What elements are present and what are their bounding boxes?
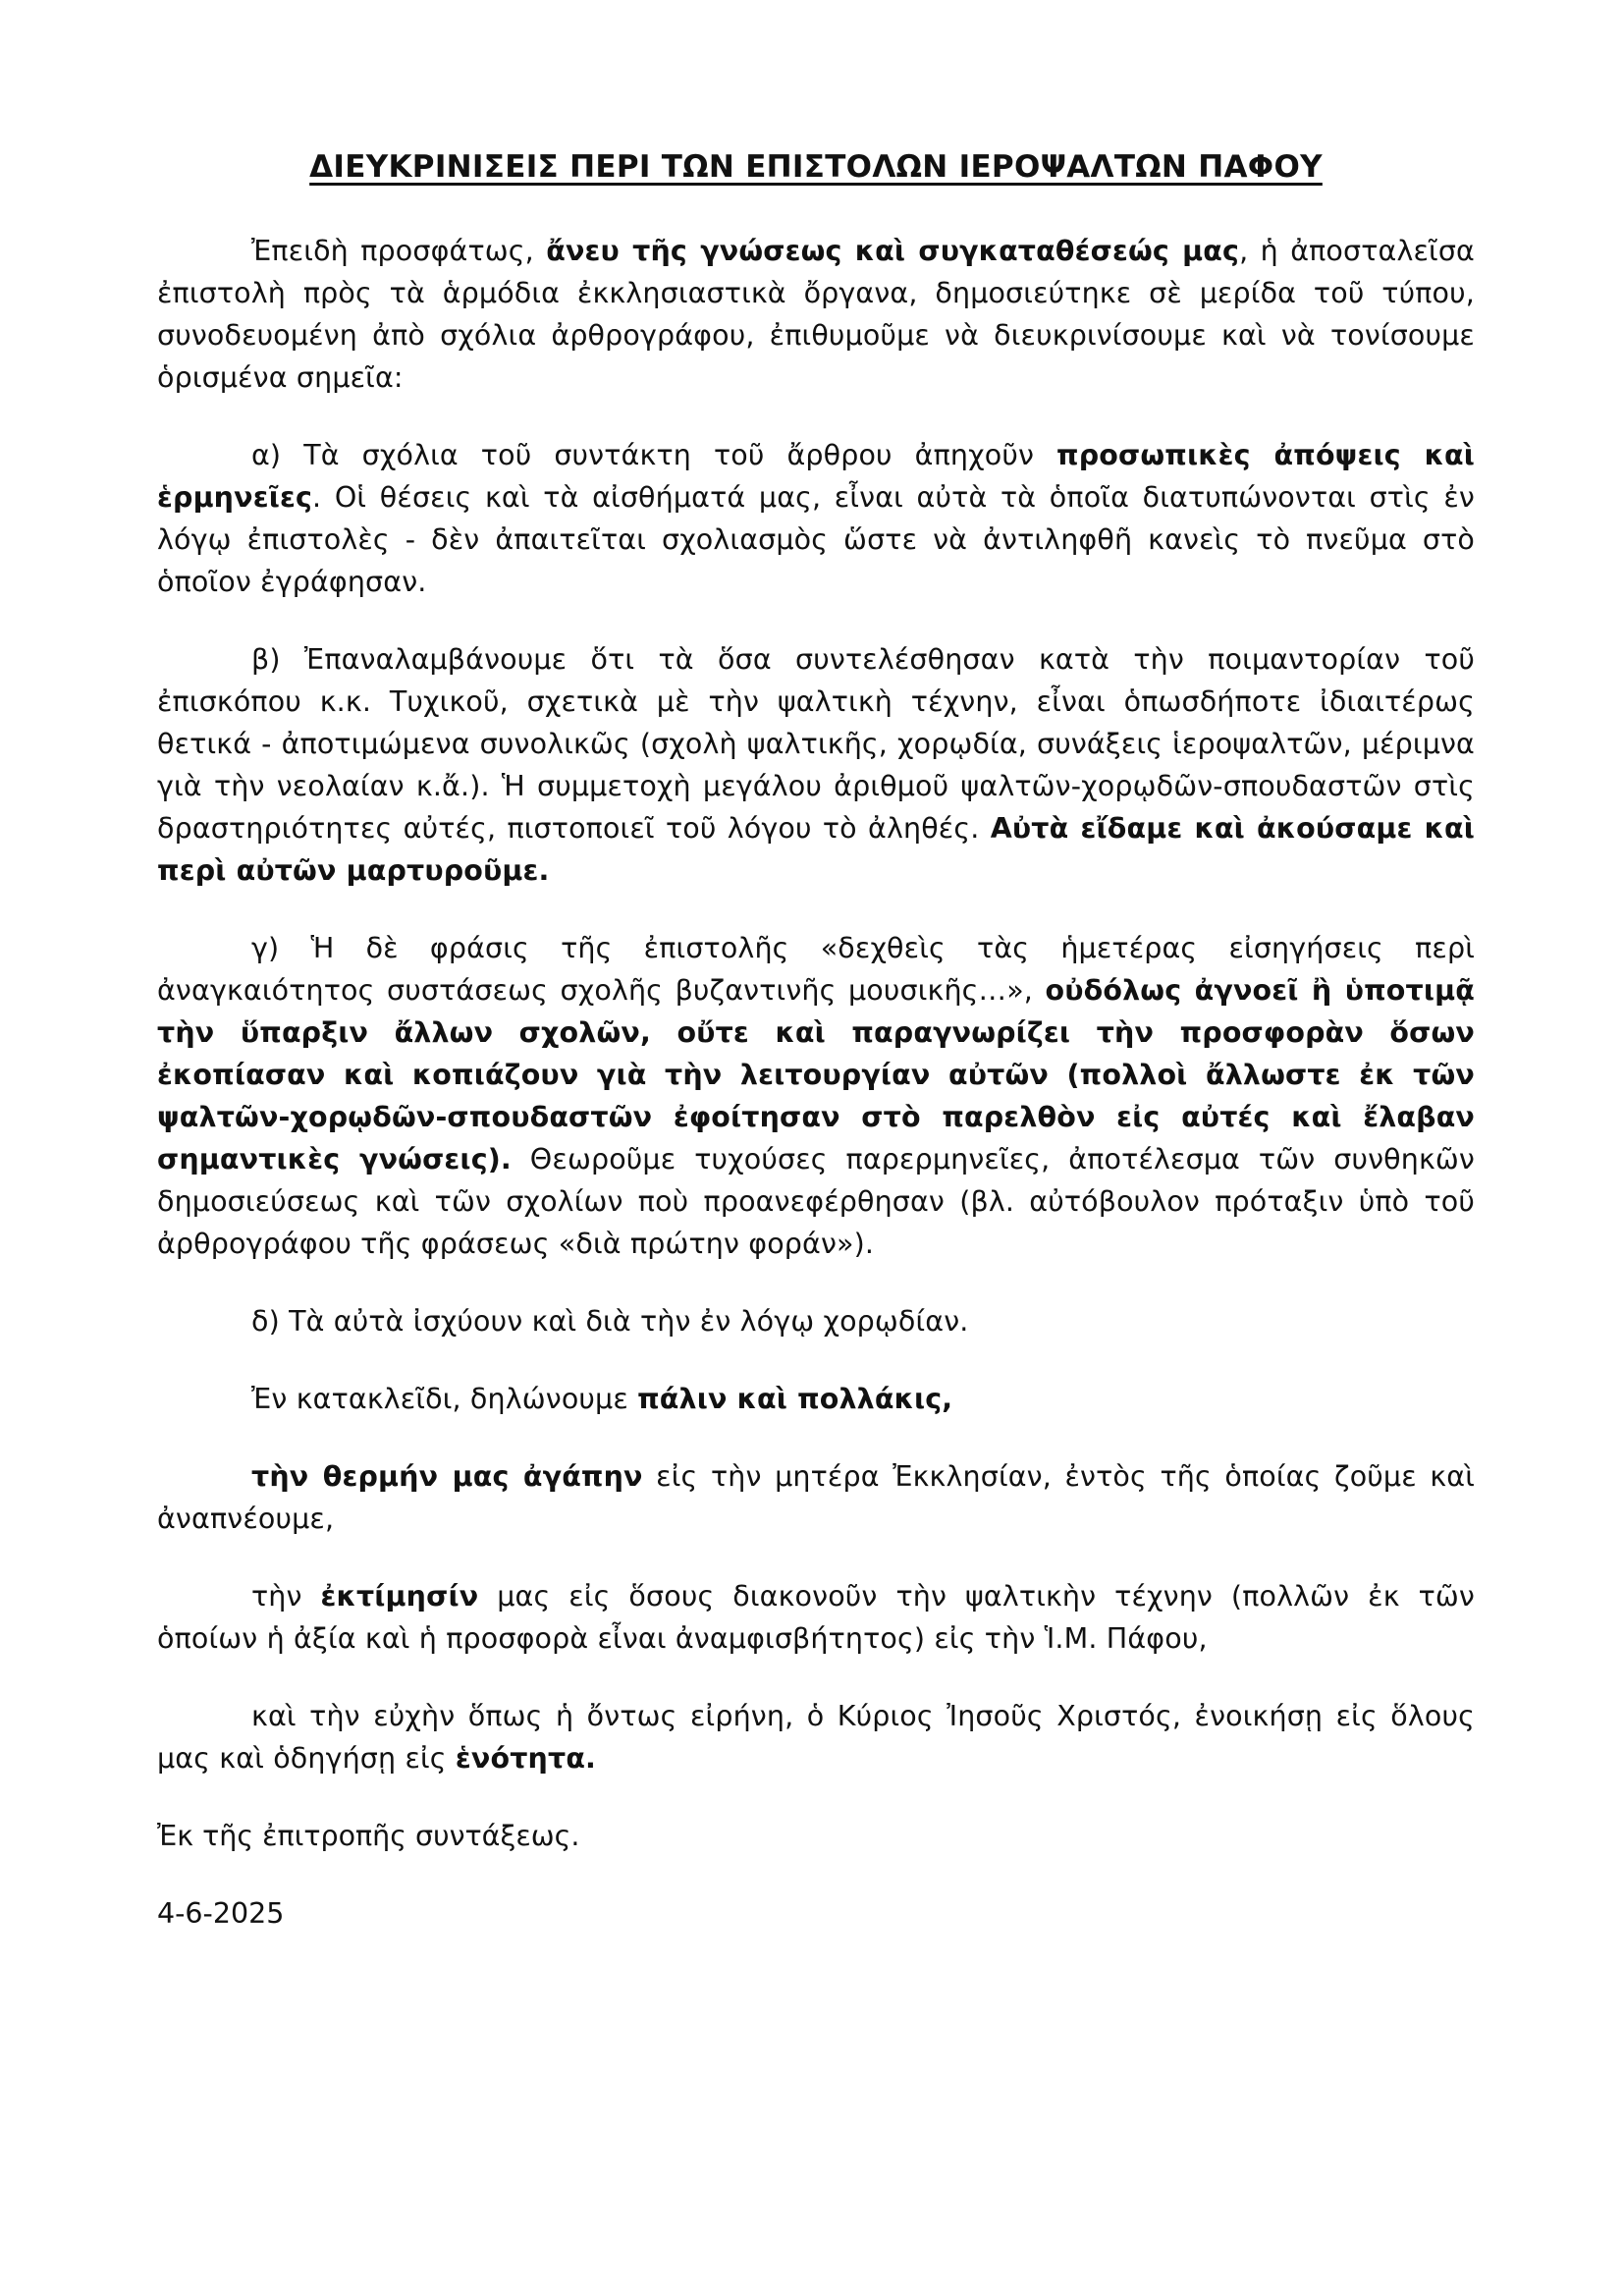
point-c-text-1: γ) Ἡ δὲ φράσις τῆς ἐπιστολῆς «δεχθεὶς τὰς ἡμετέρας εἰσηγήσεις περὶ ἀναγκαιότητος συστάσεως σχολῆς βυζαντινῆς μουσικῆς…», [157, 932, 1475, 1007]
conclusion-text: Ἐν κατακλεῖδι, δηλώνουμε [251, 1383, 638, 1415]
point-a-bold: προσωπικὲς ἀπόψεις καὶ ἑρμηνεῖες [157, 439, 1475, 514]
point-b-bold: Αὐτὰ εἴδαμε καὶ ἀκούσαμε καὶ περὶ αὐτῶν μαρτυροῦμε. [157, 812, 1475, 887]
esteem-text-2: μας εἰς ὅσους διακονοῦν τὴν ψαλτικὴν τέχνην (πολλῶν ἐκ τῶν ὁποίων ἡ ἀξία καὶ ἡ προσφορὰ εἶναι ἀναμφισβήτητος) εἰς τὴν Ἱ.Μ. Πάφου, [157, 1580, 1475, 1655]
signoff-line: Ἐκ τῆς ἐπιτροπῆς συντάξεως. [157, 1820, 580, 1852]
point-a-text-1: α) Τὰ σχόλια τοῦ συντάκτη τοῦ ἄρθρου ἀπηχοῦν [251, 439, 1057, 471]
point-b-paragraph [157, 638, 1475, 892]
point-b-text: β) Ἐπαναλαμβάνουμε ὅτι τὰ ὅσα συντελέσθησαν κατὰ τὴν ποιμαντορίαν τοῦ ἐπισκόπου κ.κ. Τυχικοῦ, σχετικὰ μὲ τὴν ψαλτικὴ τέχνην, εἶναι ὁπωσδήποτε ἰδιαιτέρως θετικά - ἀποτιμώμενα συνολικῶς (σχολὴ ψαλτικῆς, χορῳδία, συνάξεις ἱεροψαλτῶν, μέριμνα γιὰ τὴν νεολαίαν κ.ἄ.). Ἡ συμμετοχὴ μεγάλου ἀριθμοῦ ψαλτῶν-χορῳδῶν-σπουδαστῶν στὶς δραστηριότητες αὐτές, πιστοποιεῖ τοῦ λόγου τὸ ἀληθές. [157, 643, 1475, 845]
intro-paragraph [157, 230, 1475, 399]
intro-bold: ἄνευ τῆς γνώσεως καὶ συγκαταθέσεώς μας [546, 235, 1240, 267]
point-c-paragraph [157, 927, 1475, 1265]
document-date: 4-6-2025 [157, 1897, 285, 1930]
point-a-paragraph [157, 434, 1475, 603]
point-c-text-2: Θεωροῦμε τυχούσες παρερμηνεῖες, ἀποτέλεσμα τῶν συνθηκῶν δημοσιεύσεως καὶ τῶν σχολίων ποὺ προανεφέρθησαν (βλ. αὐτόβουλον πρόταξιν ὑπὸ τοῦ ἀρθρογράφου τῆς φράσεως «διὰ πρώτην φοράν»). [157, 1143, 1475, 1260]
point-d-paragraph: δ) Τὰ αὐτὰ ἰσχύουν καὶ διὰ τὴν ἐν λόγῳ χορῳδίαν. [251, 1305, 969, 1338]
wish-bold: ἑνότητα. [455, 1742, 597, 1775]
love-bold: τὴν θερμήν μας ἀγάπην [251, 1460, 643, 1493]
intro-text-2: , ἡ ἀποσταλεῖσα ἐπιστολὴ πρὸς τὰ ἁρμόδια ἐκκλησιαστικὰ ὄργανα, δημοσιεύτηκε σὲ μερίδα τοῦ τύπου, συνοδευομένη ἀπὸ σχόλια ἀρθρογράφου, ἐπιθυμοῦμε νὰ διευκρινίσουμε καὶ νὰ τονίσουμε ὁρισμένα σημεῖα: [157, 235, 1475, 394]
document-page [157, 147, 1475, 1935]
conclusion-paragraph [157, 1378, 1475, 1420]
esteem-bold: ἐκτίμησίν [320, 1580, 479, 1613]
wish-paragraph [157, 1695, 1475, 1779]
document-title: ΔΙΕΥΚΡΙΝΙΣΕΙΣ ΠΕΡΙ ΤΩΝ ΕΠΙΣΤΟΛΩΝ ΙΕΡΟΨΑΛΤΩΝ ΠΑΦΟΥ [309, 149, 1323, 185]
wish-text: καὶ τὴν εὐχὴν ὅπως ἡ ὄντως εἰρήνη, ὁ Κύριος Ἰησοῦς Χριστός, ἐνοικήσῃ εἰς ὅλους μας καὶ ὁδηγήσῃ εἰς [157, 1700, 1475, 1775]
love-text: εἰς τὴν μητέρα Ἐκκλησίαν, ἐντὸς τῆς ὁποίας ζοῦμε καὶ ἀναπνέουμε, [157, 1460, 1475, 1535]
love-paragraph [157, 1455, 1475, 1540]
esteem-text-1: τὴν [251, 1580, 321, 1613]
point-c-bold: οὐδόλως ἀγνοεῖ ἢ ὑποτιμᾷ τὴν ὕπαρξιν ἄλλων σχολῶν, οὔτε καὶ παραγνωρίζει τὴν προσφορὰν ὅσων ἐκοπίασαν καὶ κοπιάζουν γιὰ τὴν λειτουργίαν αὐτῶν (πολλοὶ ἄλλωστε ἐκ τῶν ψαλτῶν-χορῳδῶν-σπουδαστῶν ἐφοίτησαν στὸ παρελθὸν εἰς αὐτές καὶ ἔλαβαν σημαντικὲς γνώσεις). [157, 974, 1475, 1175]
esteem-paragraph [157, 1575, 1475, 1660]
point-a-text-2: . Οἱ θέσεις καὶ τὰ αἰσθήματά μας, εἶναι αὐτὰ τὰ ὁποῖα διατυπώνονται στὶς ἐν λόγῳ ἐπιστολὲς - δὲν ἀπαιτεῖται σχολιασμὸς ὥστε νὰ ἀντιληφθῆ κανεὶς τὸ πνεῦμα στὸ ὁποῖον ἐγράφησαν. [157, 481, 1475, 598]
conclusion-bold: πάλιν καὶ πολλάκις, [637, 1383, 953, 1415]
intro-text-1: Ἐπειδὴ προσφάτως, [251, 235, 547, 267]
